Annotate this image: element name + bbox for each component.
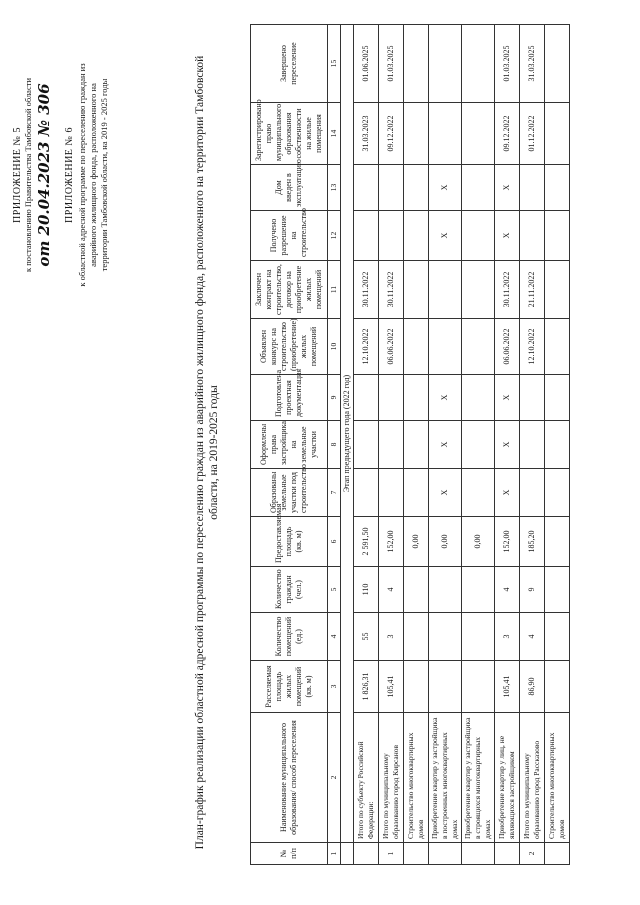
table-cell: 0,00 — [462, 517, 495, 567]
table-cell: 06.06.2022 — [495, 319, 520, 375]
table-cell — [520, 469, 545, 517]
table-cell — [379, 211, 404, 261]
table-cell: Х — [495, 375, 520, 421]
table-cell — [545, 319, 570, 375]
table-cell — [545, 567, 570, 613]
table-cell — [404, 613, 429, 661]
handwritten-date-number: от 20.04.2023 № 306 — [35, 83, 53, 267]
table-cell: Х — [495, 165, 520, 211]
table-row — [354, 25, 379, 865]
row-index-cell — [354, 843, 379, 865]
table-cell — [429, 261, 462, 319]
column-number: 1 — [328, 843, 341, 865]
table-cell — [545, 469, 570, 517]
column-number: 15 — [328, 25, 341, 103]
column-header: Завершено переселение — [251, 25, 328, 103]
column-number: 3 — [328, 661, 341, 713]
table-cell — [462, 25, 495, 103]
table-cell: Х — [495, 421, 520, 469]
table-cell: Х — [429, 469, 462, 517]
column-header: Дом введен в эксплуатацию — [251, 165, 328, 211]
table-cell: 12.10.2022 — [354, 319, 379, 375]
row-name-cell: Итого по субъекту Российской Федерации: — [354, 713, 379, 843]
column-header: Подготовлена проектная документация — [251, 375, 328, 421]
table-row — [379, 25, 404, 865]
table-cell: 4 — [520, 613, 545, 661]
table-cell — [404, 567, 429, 613]
table-cell — [545, 375, 570, 421]
table-cell: 01.12.2022 — [520, 103, 545, 165]
table-cell — [462, 165, 495, 211]
table-cell: 3 — [495, 613, 520, 661]
column-header: Количество граждан (чел.) — [251, 567, 328, 613]
appendix6-line2: аварийного жилищного фонда, расположенного на — [88, 83, 98, 267]
table-cell: 4 — [379, 567, 404, 613]
table-cell — [545, 261, 570, 319]
table-cell: 31.03.2025 — [520, 25, 545, 103]
table-row — [462, 25, 495, 865]
table-row — [404, 25, 429, 865]
table-cell — [545, 517, 570, 567]
table-cell: 4 — [495, 567, 520, 613]
column-header: Зарегистрировано право муниципального образования собственности на жилые помещения — [251, 103, 328, 165]
column-number-row — [328, 25, 341, 865]
table-cell — [404, 469, 429, 517]
row-name-cell: Приобретение квартир у застройщика в построенных многоквартирных домах — [429, 713, 462, 843]
table-cell — [545, 613, 570, 661]
table-cell — [462, 319, 495, 375]
table-header-row — [251, 25, 328, 865]
column-number: 5 — [328, 567, 341, 613]
column-header: Расселяемая площадь жилых помещений (кв. м) — [251, 661, 328, 713]
table-cell — [379, 375, 404, 421]
table-cell: 09.12.2022 — [379, 103, 404, 165]
table-cell: 105,41 — [379, 661, 404, 713]
table-cell: 0,00 — [429, 517, 462, 567]
table-cell: 06.06.2022 — [379, 319, 404, 375]
table-cell: 1 826,31 — [354, 661, 379, 713]
table-cell: 30.11.2022 — [379, 261, 404, 319]
row-name-cell: Итого по муниципальному образованию город Кирсанов — [379, 713, 404, 843]
table-cell — [462, 567, 495, 613]
table-cell: Х — [495, 211, 520, 261]
table-cell — [462, 421, 495, 469]
table-cell — [379, 469, 404, 517]
table-cell — [462, 211, 495, 261]
table-cell — [354, 165, 379, 211]
table-cell — [404, 25, 429, 103]
table-cell — [354, 421, 379, 469]
table-cell — [404, 375, 429, 421]
table-cell — [520, 165, 545, 211]
row-name-cell: Строительство многоквартирных домов — [545, 713, 570, 843]
column-header: Образованы земельные участки под строительство — [251, 469, 328, 517]
column-header: № п/п — [251, 843, 328, 865]
row-name-cell: Приобретение квартир у застройщика в строящихся многоквартирных домах — [462, 713, 495, 843]
column-number: 2 — [328, 713, 341, 843]
table-cell — [379, 165, 404, 211]
column-number: 6 — [328, 517, 341, 567]
appendix6-line1: к областной адресной программе по переселению граждан из — [77, 63, 87, 287]
table-row — [429, 25, 462, 865]
table-cell: 9 — [520, 567, 545, 613]
appendix5-title: ПРИЛОЖЕНИЕ № 5 — [12, 127, 23, 223]
column-number: 12 — [328, 211, 341, 261]
table-cell: 55 — [354, 613, 379, 661]
table-cell — [545, 661, 570, 713]
column-number: 4 — [328, 613, 341, 661]
table-cell: 12.10.2022 — [520, 319, 545, 375]
table-cell — [429, 661, 462, 713]
table-cell: Х — [495, 469, 520, 517]
row-index-cell: 1 — [379, 843, 404, 865]
table-cell — [429, 25, 462, 103]
appendix5-reference: к постановлению Правительства Тамбовской области — [23, 78, 33, 273]
document-title-line2: области, на 2019-2025 годы — [208, 385, 220, 520]
table-cell: 86,90 — [520, 661, 545, 713]
row-index-cell: 2 — [520, 843, 545, 865]
row-index-cell — [429, 843, 462, 865]
table-cell: 0,00 — [404, 517, 429, 567]
stage-label: Этап предыдущего года (2022 год) — [341, 25, 354, 843]
column-number: 7 — [328, 469, 341, 517]
row-index-cell — [462, 843, 495, 865]
table-row — [545, 25, 570, 865]
table-cell — [545, 103, 570, 165]
table-cell — [520, 375, 545, 421]
table-cell: Х — [429, 165, 462, 211]
table-cell: 01.06.2025 — [354, 25, 379, 103]
table-cell: 01.03.2025 — [495, 25, 520, 103]
table-cell — [429, 567, 462, 613]
row-name-cell: Строительство многоквартирных домов — [404, 713, 429, 843]
column-header: Наименование муниципального образования/ способ переселения — [251, 713, 328, 843]
table-cell: 01.03.2025 — [379, 25, 404, 103]
column-header: Получено разрешение на строительство — [251, 211, 328, 261]
stage-spacer — [341, 843, 354, 865]
table-cell: 30.11.2022 — [495, 261, 520, 319]
table-cell — [545, 25, 570, 103]
appendix6-line3: территории Тамбовской области, на 2019 - 2025 годы — [99, 78, 109, 272]
table-cell — [354, 469, 379, 517]
table-cell — [545, 165, 570, 211]
table-cell — [545, 421, 570, 469]
table-cell — [404, 319, 429, 375]
table-cell: 09.12.2022 — [495, 103, 520, 165]
table-cell — [520, 421, 545, 469]
table-cell: 185,20 — [520, 517, 545, 567]
appendix-header — [12, 5, 110, 345]
table-cell: 110 — [354, 567, 379, 613]
row-name-cell: Приобретение квартир у лиц, не являющихся застройщиком — [495, 713, 520, 843]
column-header: Объявлен конкурс на строительство (приобретение) жилых помещений — [251, 319, 328, 375]
table-cell: 152,00 — [379, 517, 404, 567]
table-cell — [429, 613, 462, 661]
document-title-line1: План-график реализации областной адресной программы по переселению граждан из аварийного жилищного фонда, расположенного на территории Тамбовской — [194, 55, 206, 850]
table-cell — [462, 661, 495, 713]
row-index-cell — [404, 843, 429, 865]
table-cell: 2 591,50 — [354, 517, 379, 567]
table-cell: 152,00 — [495, 517, 520, 567]
table-cell: Х — [429, 375, 462, 421]
table-cell — [462, 375, 495, 421]
table-cell — [404, 103, 429, 165]
table-cell — [429, 103, 462, 165]
column-number: 11 — [328, 261, 341, 319]
table-cell — [354, 211, 379, 261]
table-cell — [404, 211, 429, 261]
table-cell — [354, 375, 379, 421]
stage-row — [341, 25, 354, 865]
schedule-table — [250, 24, 570, 865]
table-row — [520, 25, 545, 865]
table-cell — [462, 103, 495, 165]
column-number: 8 — [328, 421, 341, 469]
column-header: Оформлены права застройщика на земельные участки — [251, 421, 328, 469]
column-header: Количество помещений (ед.) — [251, 613, 328, 661]
table-cell: Х — [429, 211, 462, 261]
table-row — [495, 25, 520, 865]
appendix6-title: ПРИЛОЖЕНИЕ № 6 — [64, 127, 75, 223]
table-cell: 31.03.2023 — [354, 103, 379, 165]
table-cell — [545, 211, 570, 261]
table-cell — [404, 661, 429, 713]
column-number: 13 — [328, 165, 341, 211]
column-number: 10 — [328, 319, 341, 375]
table-cell — [404, 421, 429, 469]
table-cell — [429, 319, 462, 375]
row-index-cell — [545, 843, 570, 865]
column-number: 14 — [328, 103, 341, 165]
table-cell — [404, 165, 429, 211]
table-cell: 3 — [379, 613, 404, 661]
column-header: Заключен контракт на строительство, договор на приобретение жилых помещений — [251, 261, 328, 319]
table-cell — [462, 261, 495, 319]
table-cell — [462, 469, 495, 517]
table-cell: Х — [429, 421, 462, 469]
column-header: Предоставляемая площадь (кв. м) — [251, 517, 328, 567]
document-title — [193, 20, 221, 885]
row-name-cell: Итого по муниципальному образованию город Рассказово — [520, 713, 545, 843]
column-number: 9 — [328, 375, 341, 421]
table-cell — [520, 211, 545, 261]
table-cell — [379, 421, 404, 469]
table-cell: 105,41 — [495, 661, 520, 713]
table-cell — [462, 613, 495, 661]
table-cell: 30.11.2022 — [354, 261, 379, 319]
table-cell: 21.11.2022 — [520, 261, 545, 319]
table-cell — [404, 261, 429, 319]
row-index-cell — [495, 843, 520, 865]
appendix6-block — [64, 5, 110, 345]
